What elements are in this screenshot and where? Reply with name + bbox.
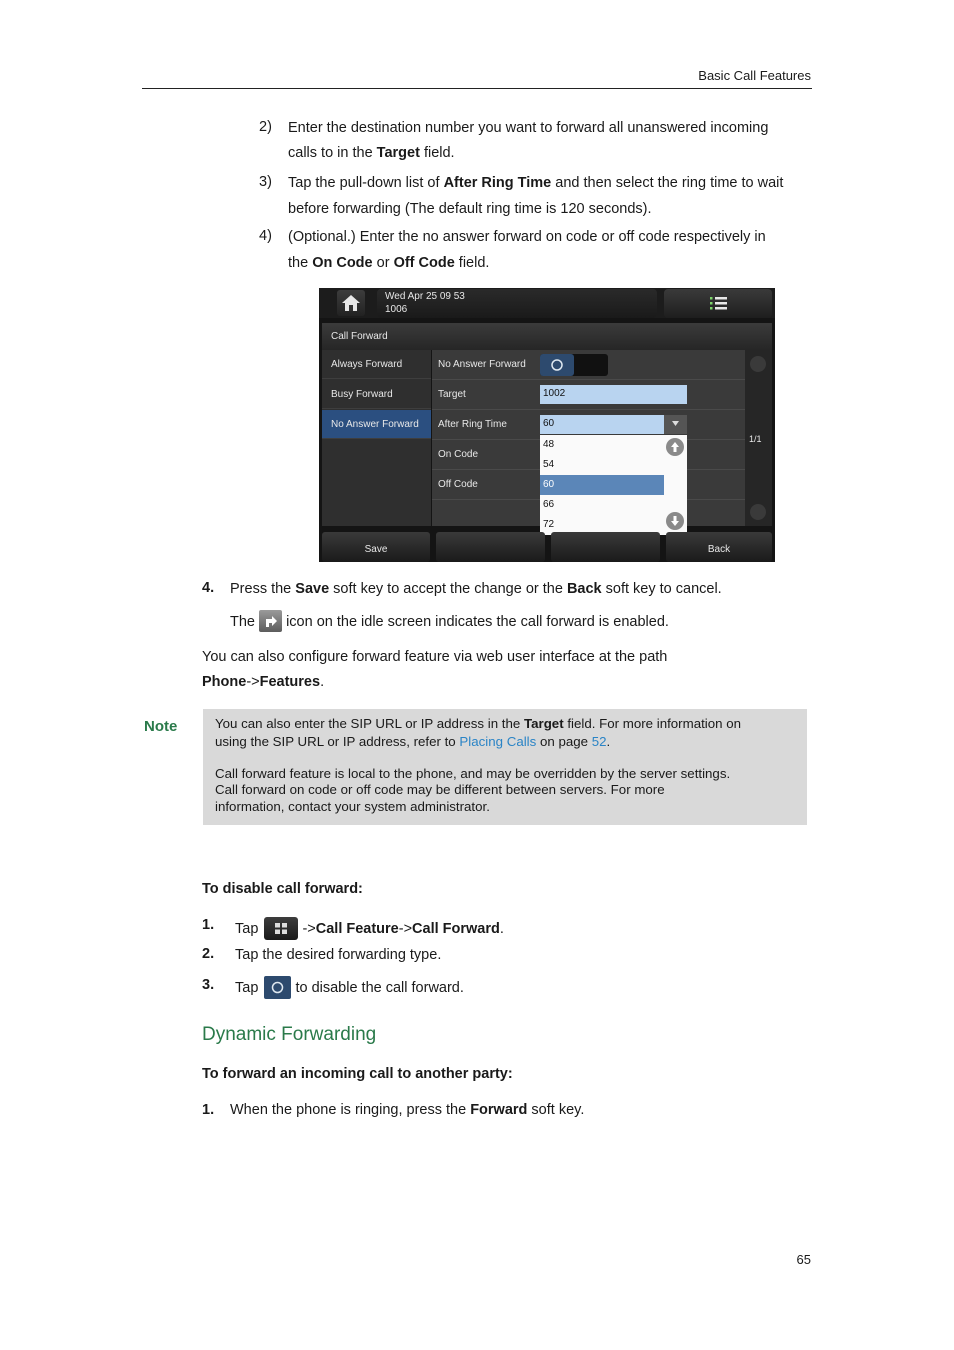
step-text: Tap the pull-down list of After Ring Time and then select the ring time to wait	[288, 175, 784, 191]
step-text: Enter the destination number you want to forward all unanswered incoming	[288, 120, 769, 136]
setting-row	[432, 350, 745, 380]
page-down-button[interactable]	[750, 504, 766, 520]
setting-label: Off Code	[438, 479, 478, 490]
step-number: 4)	[259, 228, 272, 244]
ring-time-select[interactable]: 60	[540, 415, 664, 434]
note-text: You can also enter the SIP URL or IP address in the Target field. For more information on	[215, 716, 742, 731]
forward-type-item[interactable]: Always Forward	[322, 350, 431, 379]
step-number: 2.	[202, 946, 215, 962]
note-box	[203, 709, 807, 825]
screen-title-bar	[322, 323, 772, 350]
step-text: Press the Save soft key to accept the change or the Back soft key to cancel.	[230, 581, 722, 597]
step-number: 3.	[202, 977, 215, 993]
phone-date: Wed Apr 25 09 53	[385, 291, 465, 302]
note-text: Call forward feature is local to the phone, and may be overridden by the server settings.	[215, 766, 731, 781]
triangle-down-icon	[664, 415, 687, 434]
step-number: 1.	[202, 917, 215, 933]
dropdown-option[interactable]: 72	[543, 519, 555, 530]
blank-softkey[interactable]	[436, 532, 545, 562]
menu-grid-icon	[264, 917, 298, 940]
scroll-down-button[interactable]	[666, 512, 684, 530]
dropdown-option-selected[interactable]: 60	[540, 475, 664, 495]
step-text: (Optional.) Enter the no answer forward on code or off code respectively in	[288, 229, 766, 245]
step-number: 3)	[259, 174, 272, 190]
page-up-button[interactable]	[750, 356, 766, 372]
step-text: Tap to disable the call forward.	[235, 976, 464, 999]
step-text: When the phone is ringing, press the Forward soft key.	[230, 1102, 585, 1118]
softkey-bar	[319, 532, 775, 562]
phone-extension: 1006	[385, 304, 408, 315]
note-text: information, contact your system administrator.	[215, 799, 490, 814]
step-text: calls to in the Target field.	[288, 145, 455, 161]
setting-label: Target	[438, 389, 466, 400]
scroll-up-button[interactable]	[666, 438, 684, 456]
note-text: using the SIP URL or IP address, refer to Placing Calls on page 52.	[215, 734, 611, 749]
header-rule	[142, 88, 812, 89]
dropdown-option[interactable]: 54	[543, 459, 555, 470]
section-heading: Dynamic Forwarding	[202, 1024, 377, 1045]
back-softkey[interactable]: Back	[666, 532, 772, 562]
circle-icon	[540, 354, 574, 376]
setting-label: After Ring Time	[438, 419, 507, 430]
page-indicator: 1/1	[749, 434, 762, 444]
forward-type-item-selected[interactable]: No Answer Forward	[322, 410, 431, 439]
note-label: Note	[144, 718, 178, 735]
arrow-up-icon	[666, 438, 684, 456]
procedure-heading: To forward an incoming call to another party:	[202, 1066, 513, 1082]
placing-calls-link[interactable]: Placing Calls	[459, 734, 537, 749]
list-icon	[664, 289, 772, 318]
dropdown-option[interactable]: 66	[543, 499, 555, 510]
step-text: Tap the desired forwarding type.	[235, 947, 442, 963]
step-number: 2)	[259, 119, 272, 135]
forward-type-item[interactable]: Busy Forward	[322, 380, 431, 409]
phone-screenshot	[319, 288, 775, 562]
toggle-off-knob	[540, 354, 574, 376]
target-input[interactable]: 1002	[540, 385, 687, 404]
menu-button[interactable]	[664, 289, 772, 318]
dropdown-arrow-button[interactable]	[664, 415, 687, 434]
page-number: 65	[796, 1252, 811, 1267]
home-button[interactable]	[337, 290, 365, 316]
toggle-circle-icon	[264, 976, 291, 999]
page-scroll-column	[745, 350, 772, 526]
web-config-path: Phone->Features.	[202, 674, 325, 690]
icon-explanation: The icon on the idle screen indicates the call forward is enabled.	[230, 610, 669, 632]
screen-title: Call Forward	[331, 331, 388, 342]
step-text: before forwarding (The default ring time is 120 seconds).	[288, 201, 652, 217]
date-box	[377, 289, 657, 318]
procedure-heading: To disable call forward:	[202, 881, 363, 897]
dropdown-option[interactable]: 48	[543, 439, 555, 450]
running-header: Basic Call Features	[698, 68, 811, 83]
page-link[interactable]: 52	[591, 734, 607, 749]
forward-toggle[interactable]	[540, 354, 608, 376]
arrow-down-icon	[666, 512, 684, 530]
home-icon	[337, 290, 365, 316]
setting-label: On Code	[438, 449, 479, 460]
call-forward-icon	[259, 610, 282, 632]
setting-label: No Answer Forward	[438, 359, 526, 370]
step-text: Tap ->Call Feature->Call Forward.	[235, 917, 504, 940]
blank-softkey[interactable]	[551, 532, 660, 562]
step-number: 1.	[202, 1102, 215, 1118]
step-number: 4.	[202, 580, 215, 596]
step-text: the On Code or Off Code field.	[288, 255, 490, 271]
web-config-text: You can also configure forward feature via web user interface at the path	[202, 649, 668, 665]
setting-row	[432, 380, 745, 410]
note-text: Call forward on code or off code may be different between servers. For more	[215, 782, 665, 797]
ring-time-dropdown	[540, 435, 687, 535]
save-softkey[interactable]: Save	[322, 532, 430, 562]
